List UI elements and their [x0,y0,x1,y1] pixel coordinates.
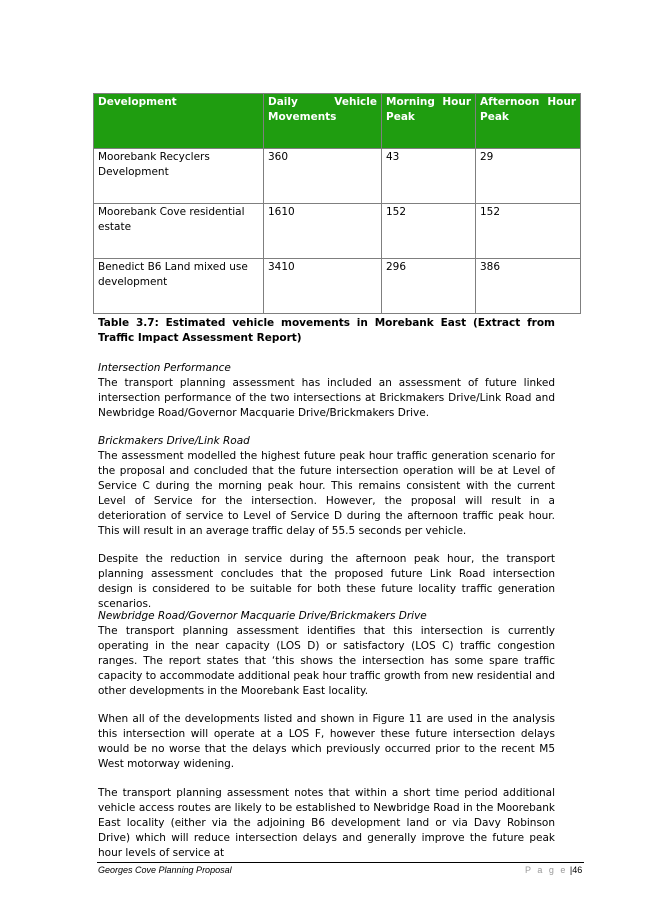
section-heading: Brickmakers Drive/Link Road [98,435,250,447]
cell-afternoon-peak: 386 [476,259,581,314]
paragraph-block [98,786,555,861]
header-morning-hour-peak: Morning Hour Peak [382,94,476,149]
paragraph: The transport planning assessment has included an assessment of future linked intersection performance of the two intersections at Brickmakers Drive/Link Road and Newbridge Road/Governor Macquarie Drive/Brickmakers Drive. [98,377,555,419]
header-development: Development [94,94,264,149]
table-row [94,149,581,204]
header-afternoon-hour-peak: Afternoon Hour Peak [476,94,581,149]
table-header-row [94,94,581,149]
cell-daily-movements: 360 [264,149,382,204]
cell-development: Moorebank Cove residential estate [94,204,264,259]
paragraph-block [98,552,555,612]
cell-afternoon-peak: 152 [476,204,581,259]
cell-development: Moorebank Recyclers Development [94,149,264,204]
cell-afternoon-peak: 29 [476,149,581,204]
vehicle-movements-table [93,93,581,314]
page-number: |46 [569,865,583,875]
table-row [94,259,581,314]
footer-page-number [525,865,582,875]
footer-divider [97,862,584,863]
cell-daily-movements: 1610 [264,204,382,259]
section-heading: Newbridge Road/Governor Macquarie Drive/Brickmakers Drive [98,610,427,622]
page-label: P a g e [525,865,568,875]
section-intersection-performance [98,361,555,421]
table-row [94,204,581,259]
cell-morning-peak: 152 [382,204,476,259]
table-caption: Table 3.7: Estimated vehicle movements in Morebank East (Extract from Traffic Impact Assessment Report) [98,317,555,344]
paragraph: Despite the reduction in service during the afternoon peak hour, the transport planning assessment concludes that the proposed future Link Road intersection design is considered to be suitable for both these future locality traffic generation scenarios. [98,553,555,610]
cell-development: Benedict B6 Land mixed use development [94,259,264,314]
paragraph: When all of the developments listed and shown in Figure 11 are used in the analysis this intersection will operate at a LOS F, however these future intersection delays would be no worse that the delays which previously occurred prior to the recent M5 West motorway widening. [98,713,555,770]
footer-document-title: Georges Cove Planning Proposal [98,865,232,875]
cell-morning-peak: 43 [382,149,476,204]
section-brickmakers-link-road [98,434,555,539]
paragraph: The transport planning assessment notes that within a short time period additional vehicle access routes are likely to be established to Newbridge Road in the Moorebank East locality (either via the adjoining B6 development land or via Davy Robinson Drive) which will reduce intersection delays and generally improve the future peak hour levels of service at [98,787,555,859]
paragraph: The assessment modelled the highest future peak hour traffic generation scenario for the proposal and concluded that the future intersection operation will be at Level of Service C during the morning peak hour. This remains consistent with the current Level of Service for the intersection. However, the proposal will result in a deterioration of service to Level of Service D during the afternoon traffic peak hour. This will result in an average traffic delay of 55.5 seconds per vehicle. [98,450,555,537]
paragraph-block [98,712,555,772]
cell-daily-movements: 3410 [264,259,382,314]
paragraph: The transport planning assessment identifies that this intersection is currently operating in the near capacity (LOS D) or satisfactory (LOS C) traffic congestion ranges. The report states that ‘this shows the intersection has some spare traffic capacity to accommodate additional peak hour traffic growth from new residential and other developments in the Moorebank East locality. [98,625,555,697]
section-newbridge-road [98,609,555,699]
cell-morning-peak: 296 [382,259,476,314]
header-daily-vehicle-movements: Daily Vehicle Movements [264,94,382,149]
section-heading: Intersection Performance [98,362,231,374]
